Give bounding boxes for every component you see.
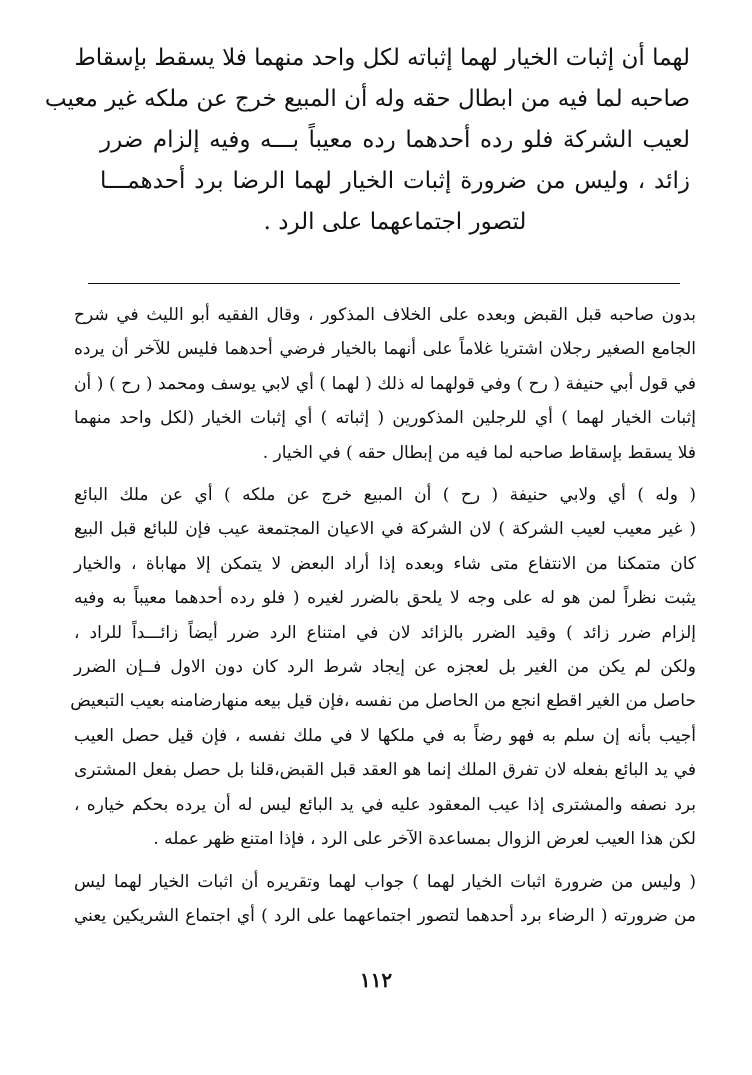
commentary-line: كان متمكنا من الانتفاع متى شاء وبعده إذا أراد البعض لا يتمكن إلا مهاباة ، والخيار xyxy=(74,553,696,574)
commentary-line: ولكن لم يكن من الغير بل لعجزه عن إيجاد شرط الرد كان دون الاول فــإن الضرر xyxy=(74,657,696,678)
main-text-line: لتصور اجتماعهما على الرد . xyxy=(263,209,527,235)
commentary-line: فلا يسقط بإسقاط صاحبه لما فيه من إبطال حقه ) في الخيار . xyxy=(262,442,696,463)
commentary-line: ( غير معيب لعيب الشركة ) لان الشركة في الاعيان المجتمعة عيب فإن للبائع قبل البيع xyxy=(74,519,696,540)
commentary-line: يثبت نظراً لمن هو له على وجه لا يلحق بالضرر لغيره ( فلو رده أحدهما معيباً به وفيه xyxy=(74,588,696,609)
commentary-line: أجيب بأنه إن سلم به فهو رضاً به في ملكها لا في ملك نفسه ، فإن قيل حصل العيب xyxy=(74,725,696,746)
commentary-line: إثبات الخيار لهما ) أي للرجلين المذكورين ( إثباته ) أي إثبات الخيار (لكل واحد منهما xyxy=(74,408,696,429)
commentary-line: في يد البائع بفعله لان تفرق الملك إنما هو العقد قبل القبض،قلنا بل حصل بفعل المشترى xyxy=(74,760,696,781)
commentary-line: ( وليس من ضرورة اثبات الخيار لهما ) جواب لهما وتقريره أن اثبات الخيار لهما ليس xyxy=(74,871,696,892)
commentary-line: بدون صاحبه قبل القبض وبعده على الخلاف المذكور ، وقال الفقيه أبو الليث في شرح xyxy=(74,305,696,325)
commentary-paragraph xyxy=(74,865,696,934)
main-text-line: لهما أن إثبات الخيار لهما إثباته لكل واحد منهما فلا يسقط بإسقاط xyxy=(74,45,690,71)
main-text-line: صاحبه لما فيه من ابطال حقه وله أن المبيع خرج عن ملكه غير معيب xyxy=(44,86,690,112)
commentary-block xyxy=(70,298,696,941)
commentary-line: من ضرورته ( الرضاء برد أحدهما لتصور اجتماعهما على الرد ) أي اجتماع الشريكين يعني xyxy=(74,905,696,926)
commentary-paragraph xyxy=(70,478,696,856)
commentary-line: في قول أبي حنيفة ( رح ) وفي قولهما له ذلك ( لهما ) أي لابي يوسف ومحمد ( رح ) ( أن xyxy=(74,373,696,394)
commentary-line: برد نصفه والمشترى إذا عيب المعقود عليه في يد البائع ليس له أن يرده بحكم خياره ، xyxy=(74,794,696,815)
separator-rule xyxy=(88,283,680,284)
commentary-line: حاصل من الغير اقطع انجع من الحاصل من نفسه ،فإن قيل بيعه منهارضامنه بعيب التبعيض xyxy=(70,691,696,712)
commentary-line: إلزام ضرر زائد ) وقيد الضرر بالزائد لان في امتناع الرد ضرر أيضاً زائـــداً للراد ، xyxy=(74,622,696,643)
commentary-line: لكن هذا العيب لعرض الزوال بمساعدة الآخر على الرد ، فإذا امتنع ظهر عمله . xyxy=(153,829,696,850)
page-number: ١١٢ xyxy=(359,968,393,992)
commentary-line: ( وله ) أي ولابي حنيفة ( رح ) أن المبيع خرج عن ملكه ) أي عن ملك البائع xyxy=(74,485,696,506)
main-text-line: زائد ، وليس من ضرورة إثبات الخيار لهما الرضا برد أحدهمـــا xyxy=(100,168,690,194)
main-text-block xyxy=(44,38,690,243)
commentary-paragraph xyxy=(74,298,696,470)
main-text-line: لعيب الشركة فلو رده أحدهما رده معيباً بـــه وفيه إلزام ضرر xyxy=(100,127,690,153)
commentary-line: الجامع الصغير رجلان اشتريا غلاماً على أنهما بالخيار فرضي أحدهما فليس للآخر أن يرده xyxy=(74,339,696,360)
